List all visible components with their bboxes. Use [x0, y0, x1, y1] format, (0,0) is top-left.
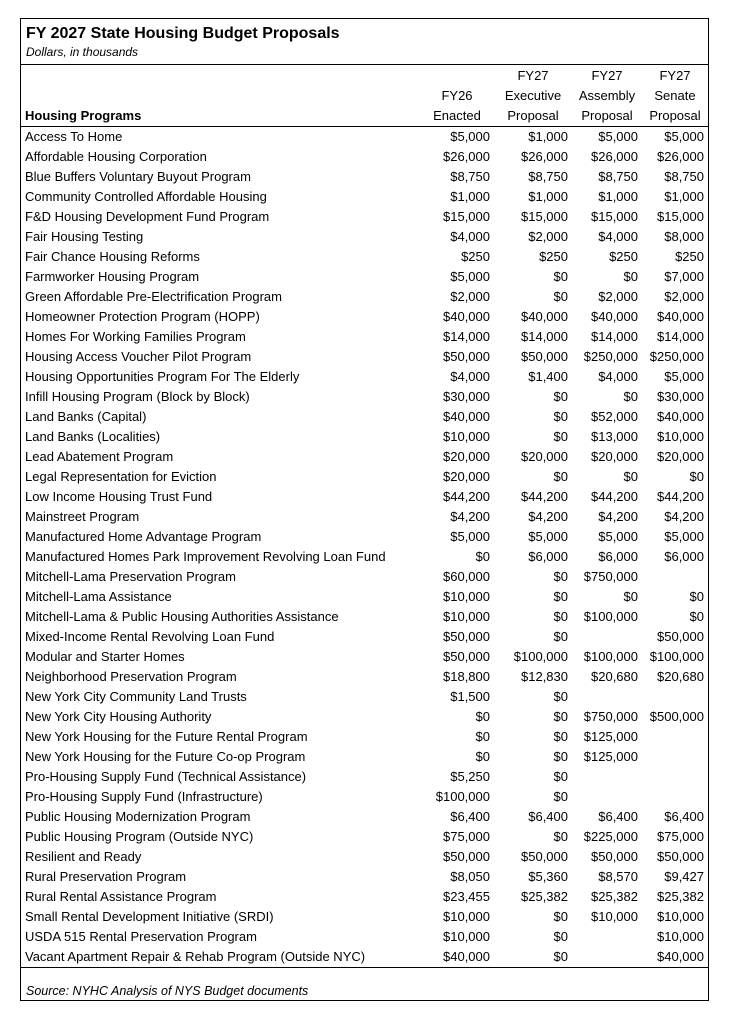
- amount-cell: $5,000: [664, 369, 704, 384]
- amount-cell: $0: [623, 389, 638, 404]
- program-name: New York Housing for the Future Co-op Program: [25, 749, 306, 764]
- program-name: Mainstreet Program: [25, 509, 140, 524]
- amount-cell: [572, 927, 642, 947]
- amount-cell: $0: [623, 589, 638, 604]
- amount-cell: $40,000: [443, 949, 490, 964]
- amount-cell: $8,750: [664, 169, 704, 184]
- amount-cell: $50,000: [443, 849, 490, 864]
- amount-cell: $2,000: [450, 289, 490, 304]
- amount-cell: $6,000: [664, 549, 704, 564]
- amount-cell: $7,000: [664, 269, 704, 284]
- table-row: [21, 367, 708, 387]
- program-name: Fair Housing Testing: [25, 229, 144, 244]
- table-row: [21, 647, 708, 667]
- amount-cell: $0: [553, 909, 568, 924]
- amount-cell: $0: [553, 289, 568, 304]
- program-name: Rural Rental Assistance Program: [25, 889, 217, 904]
- amount-cell: $100,000: [513, 649, 568, 664]
- budget-table: [21, 65, 708, 967]
- amount-cell: $6,400: [664, 809, 704, 824]
- table-row: [21, 267, 708, 287]
- amount-cell: $40,000: [657, 409, 704, 424]
- program-name: Affordable Housing Corporation: [25, 149, 207, 164]
- table-row: [21, 287, 708, 307]
- table-row: [21, 487, 708, 507]
- program-name: Mitchell-Lama Assistance: [25, 589, 172, 604]
- header-row-3: [21, 106, 708, 127]
- table-row: [21, 547, 708, 567]
- amount-cell: $8,750: [598, 169, 638, 184]
- amount-cell: $20,000: [443, 469, 490, 484]
- amount-cell: $20,000: [591, 449, 638, 464]
- amount-cell: $0: [475, 749, 490, 764]
- program-name: New York City Community Land Trusts: [25, 689, 247, 704]
- amount-cell: [572, 687, 642, 707]
- amount-cell: $8,570: [598, 869, 638, 884]
- table-row: [21, 867, 708, 887]
- amount-cell: $25,382: [657, 889, 704, 904]
- amount-cell: $2,000: [664, 289, 704, 304]
- amount-cell: $60,000: [443, 569, 490, 584]
- amount-cell: $5,000: [664, 129, 704, 144]
- amount-cell: $0: [553, 709, 568, 724]
- program-name: New York Housing for the Future Rental Program: [25, 729, 308, 744]
- table-row: [21, 667, 708, 687]
- header-executive-line2: Executive: [504, 88, 562, 103]
- amount-cell: $8,000: [664, 229, 704, 244]
- amount-cell: $5,250: [450, 769, 490, 784]
- amount-cell: $50,000: [521, 849, 568, 864]
- program-name: Public Housing Program (Outside NYC): [25, 829, 254, 844]
- table-row: [21, 707, 708, 727]
- amount-cell: $8,750: [450, 169, 490, 184]
- amount-cell: $500,000: [649, 709, 704, 724]
- header-executive-line1: FY27: [517, 68, 549, 83]
- program-name: Access To Home: [25, 129, 123, 144]
- amount-cell: $1,400: [528, 369, 568, 384]
- program-name: Housing Opportunities Program For The Elderly: [25, 369, 300, 384]
- table-row: [21, 727, 708, 747]
- amount-cell: $10,000: [591, 909, 638, 924]
- table-row: [21, 427, 708, 447]
- amount-cell: $1,000: [528, 129, 568, 144]
- table-row: [21, 447, 708, 467]
- amount-cell: $0: [689, 609, 704, 624]
- amount-cell: $5,000: [598, 529, 638, 544]
- table-row: [21, 127, 708, 148]
- table-row: [21, 507, 708, 527]
- amount-cell: $0: [553, 629, 568, 644]
- program-name: Manufactured Home Advantage Program: [25, 529, 262, 544]
- amount-cell: $1,500: [450, 689, 490, 704]
- amount-cell: $75,000: [443, 829, 490, 844]
- source-note: Source: NYHC Analysis of NYS Budget documents: [26, 984, 309, 998]
- amount-cell: [642, 747, 708, 767]
- table-row: [21, 607, 708, 627]
- table-row: [21, 567, 708, 587]
- amount-cell: $10,000: [657, 429, 704, 444]
- amount-cell: $40,000: [591, 309, 638, 324]
- amount-cell: $10,000: [443, 429, 490, 444]
- amount-cell: $250: [675, 249, 704, 264]
- title-block: [21, 19, 708, 65]
- amount-cell: $14,000: [591, 329, 638, 344]
- amount-cell: $8,750: [528, 169, 568, 184]
- program-name: Community Controlled Affordable Housing: [25, 189, 267, 204]
- amount-cell: $5,000: [450, 129, 490, 144]
- amount-cell: $20,680: [657, 669, 704, 684]
- amount-cell: $0: [553, 269, 568, 284]
- header-fy26-line3: Enacted: [420, 106, 494, 127]
- table-row: [21, 687, 708, 707]
- amount-cell: $100,000: [435, 789, 490, 804]
- amount-cell: $10,000: [443, 929, 490, 944]
- program-name: Infill Housing Program (Block by Block): [25, 389, 250, 404]
- table-row: [21, 147, 708, 167]
- table-row: [21, 227, 708, 247]
- table-row: [21, 167, 708, 187]
- amount-cell: $6,000: [528, 549, 568, 564]
- amount-cell: [642, 727, 708, 747]
- header-fy26-line1: [420, 65, 494, 86]
- header-senate-line2: Senate: [654, 88, 696, 103]
- program-name: Land Banks (Localities): [25, 429, 161, 444]
- table-row: [21, 947, 708, 967]
- amount-cell: [642, 787, 708, 807]
- amount-cell: $4,200: [528, 509, 568, 524]
- table-row: [21, 207, 708, 227]
- amount-cell: $50,000: [521, 349, 568, 364]
- amount-cell: $6,400: [450, 809, 490, 824]
- header-row-1: [21, 65, 708, 86]
- program-name: Pro-Housing Supply Fund (Infrastructure): [25, 789, 263, 804]
- amount-cell: $30,000: [443, 389, 490, 404]
- amount-cell: $0: [553, 569, 568, 584]
- amount-cell: $26,000: [521, 149, 568, 164]
- amount-cell: $14,000: [521, 329, 568, 344]
- program-name: Neighborhood Preservation Program: [25, 669, 237, 684]
- amount-cell: $26,000: [443, 149, 490, 164]
- program-name: Resilient and Ready: [25, 849, 142, 864]
- amount-cell: [642, 767, 708, 787]
- amount-cell: $50,000: [443, 649, 490, 664]
- amount-cell: $250,000: [583, 349, 638, 364]
- amount-cell: $40,000: [657, 309, 704, 324]
- program-name: Vacant Apartment Repair & Rehab Program (Outside NYC): [25, 949, 366, 964]
- amount-cell: $44,200: [657, 489, 704, 504]
- program-name: USDA 515 Rental Preservation Program: [25, 929, 257, 944]
- amount-cell: $125,000: [583, 749, 638, 764]
- amount-cell: $44,200: [591, 489, 638, 504]
- amount-cell: $4,000: [450, 229, 490, 244]
- amount-cell: $6,400: [528, 809, 568, 824]
- header-spacer: [21, 65, 420, 86]
- amount-cell: $1,000: [528, 189, 568, 204]
- amount-cell: $4,200: [450, 509, 490, 524]
- amount-cell: $18,800: [443, 669, 490, 684]
- amount-cell: $0: [623, 269, 638, 284]
- amount-cell: $0: [689, 469, 704, 484]
- program-name: Mitchell-Lama & Public Housing Authorities Assistance: [25, 609, 339, 624]
- amount-cell: [572, 787, 642, 807]
- amount-cell: $4,000: [598, 369, 638, 384]
- budget-table-sheet: [20, 18, 709, 1001]
- page-subtitle: Dollars, in thousands: [26, 45, 139, 59]
- program-name: Legal Representation for Eviction: [25, 469, 217, 484]
- amount-cell: $40,000: [443, 309, 490, 324]
- amount-cell: $50,000: [657, 629, 704, 644]
- program-name: Small Rental Development Initiative (SRDI): [25, 909, 274, 924]
- amount-cell: $6,000: [598, 549, 638, 564]
- amount-cell: $50,000: [443, 629, 490, 644]
- header-assembly-line3: Proposal: [572, 106, 642, 127]
- amount-cell: $4,200: [598, 509, 638, 524]
- amount-cell: $750,000: [583, 569, 638, 584]
- amount-cell: $52,000: [591, 409, 638, 424]
- amount-cell: $0: [553, 769, 568, 784]
- program-name: Mixed-Income Rental Revolving Loan Fund: [25, 629, 275, 644]
- program-name: Rural Preservation Program: [25, 869, 187, 884]
- amount-cell: $20,000: [657, 449, 704, 464]
- amount-cell: $30,000: [657, 389, 704, 404]
- program-name: New York City Housing Authority: [25, 709, 212, 724]
- amount-cell: $10,000: [443, 609, 490, 624]
- amount-cell: $40,000: [657, 949, 704, 964]
- amount-cell: $0: [623, 469, 638, 484]
- amount-cell: $15,000: [657, 209, 704, 224]
- amount-cell: $0: [553, 929, 568, 944]
- amount-cell: [642, 687, 708, 707]
- amount-cell: $0: [553, 829, 568, 844]
- amount-cell: $10,000: [443, 909, 490, 924]
- amount-cell: $5,000: [450, 529, 490, 544]
- table-row: [21, 387, 708, 407]
- program-name: Green Affordable Pre-Electrification Program: [25, 289, 282, 304]
- header-senate-line3: Proposal: [642, 106, 708, 127]
- amount-cell: $1,000: [664, 189, 704, 204]
- table-row: [21, 307, 708, 327]
- amount-cell: $50,000: [591, 849, 638, 864]
- amount-cell: $14,000: [657, 329, 704, 344]
- program-name: Public Housing Modernization Program: [25, 809, 251, 824]
- amount-cell: $100,000: [583, 609, 638, 624]
- amount-cell: $44,200: [521, 489, 568, 504]
- header-housing-programs: Housing Programs: [21, 106, 420, 127]
- amount-cell: $5,000: [598, 129, 638, 144]
- table-body: [21, 127, 708, 968]
- amount-cell: $26,000: [657, 149, 704, 164]
- amount-cell: $0: [553, 789, 568, 804]
- amount-cell: $250: [609, 249, 638, 264]
- amount-cell: $100,000: [649, 649, 704, 664]
- amount-cell: [572, 767, 642, 787]
- header-assembly-line1: FY27: [591, 68, 623, 83]
- table-row: [21, 927, 708, 947]
- amount-cell: $10,000: [657, 929, 704, 944]
- amount-cell: $0: [553, 389, 568, 404]
- page-title: FY 2027 State Housing Budget Proposals: [26, 25, 340, 42]
- amount-cell: $5,000: [450, 269, 490, 284]
- table-row: [21, 467, 708, 487]
- table-row: [21, 347, 708, 367]
- table-row: [21, 407, 708, 427]
- amount-cell: $0: [475, 549, 490, 564]
- amount-cell: $25,382: [591, 889, 638, 904]
- amount-cell: $13,000: [591, 429, 638, 444]
- amount-cell: $0: [553, 749, 568, 764]
- amount-cell: $10,000: [657, 909, 704, 924]
- table-row: [21, 327, 708, 347]
- amount-cell: $26,000: [591, 149, 638, 164]
- amount-cell: $250: [539, 249, 568, 264]
- amount-cell: $23,455: [443, 889, 490, 904]
- amount-cell: $1,000: [598, 189, 638, 204]
- amount-cell: $5,360: [528, 869, 568, 884]
- amount-cell: $250,000: [649, 349, 704, 364]
- program-name: Land Banks (Capital): [25, 409, 147, 424]
- amount-cell: $44,200: [443, 489, 490, 504]
- amount-cell: $0: [553, 429, 568, 444]
- amount-cell: [572, 627, 642, 647]
- program-name: Blue Buffers Voluntary Buyout Program: [25, 169, 251, 184]
- amount-cell: $4,000: [450, 369, 490, 384]
- amount-cell: $0: [475, 709, 490, 724]
- program-name: Homeowner Protection Program (HOPP): [25, 309, 260, 324]
- amount-cell: $225,000: [583, 829, 638, 844]
- table-row: [21, 767, 708, 787]
- amount-cell: $50,000: [443, 349, 490, 364]
- program-name: Farmworker Housing Program: [25, 269, 200, 284]
- table-row: [21, 827, 708, 847]
- program-name: Modular and Starter Homes: [25, 649, 185, 664]
- program-name: Mitchell-Lama Preservation Program: [25, 569, 236, 584]
- table-row: [21, 907, 708, 927]
- amount-cell: $10,000: [443, 589, 490, 604]
- header-row-2: [21, 86, 708, 106]
- amount-cell: $40,000: [521, 309, 568, 324]
- amount-cell: $0: [689, 589, 704, 604]
- amount-cell: $14,000: [443, 329, 490, 344]
- program-name: Manufactured Homes Park Improvement Revolving Loan Fund: [25, 549, 386, 564]
- amount-cell: $50,000: [657, 849, 704, 864]
- table-row: [21, 247, 708, 267]
- table-row: [21, 587, 708, 607]
- amount-cell: $6,400: [598, 809, 638, 824]
- amount-cell: $0: [553, 609, 568, 624]
- table-row: [21, 747, 708, 767]
- amount-cell: $2,000: [528, 229, 568, 244]
- amount-cell: $750,000: [583, 709, 638, 724]
- amount-cell: $12,830: [521, 669, 568, 684]
- amount-cell: $20,000: [443, 449, 490, 464]
- table-row: [21, 887, 708, 907]
- amount-cell: $0: [553, 729, 568, 744]
- program-name: Low Income Housing Trust Fund: [25, 489, 213, 504]
- amount-cell: $4,200: [664, 509, 704, 524]
- header-senate-line1: FY27: [659, 68, 691, 83]
- amount-cell: $0: [553, 409, 568, 424]
- amount-cell: $75,000: [657, 829, 704, 844]
- table-row: [21, 527, 708, 547]
- amount-cell: $0: [553, 689, 568, 704]
- table-row: [21, 807, 708, 827]
- amount-cell: $4,000: [598, 229, 638, 244]
- amount-cell: $250: [461, 249, 490, 264]
- amount-cell: $25,382: [521, 889, 568, 904]
- amount-cell: $1,000: [450, 189, 490, 204]
- amount-cell: $125,000: [583, 729, 638, 744]
- amount-cell: $0: [553, 589, 568, 604]
- program-name: Housing Access Voucher Pilot Program: [25, 349, 252, 364]
- amount-cell: [572, 947, 642, 967]
- source-block: [21, 967, 708, 1000]
- table-header: [21, 65, 708, 127]
- amount-cell: $15,000: [521, 209, 568, 224]
- amount-cell: $100,000: [583, 649, 638, 664]
- amount-cell: $20,680: [591, 669, 638, 684]
- amount-cell: $5,000: [528, 529, 568, 544]
- program-name: F&D Housing Development Fund Program: [25, 209, 270, 224]
- table-row: [21, 787, 708, 807]
- amount-cell: $20,000: [521, 449, 568, 464]
- amount-cell: $2,000: [598, 289, 638, 304]
- amount-cell: $15,000: [443, 209, 490, 224]
- amount-cell: $0: [553, 949, 568, 964]
- header-spacer: [21, 86, 420, 106]
- program-name: Homes For Working Families Program: [25, 329, 246, 344]
- table-row: [21, 847, 708, 867]
- table-row: [21, 627, 708, 647]
- table-row: [21, 187, 708, 207]
- program-name: Fair Chance Housing Reforms: [25, 249, 200, 264]
- amount-cell: $0: [553, 469, 568, 484]
- amount-cell: $9,427: [664, 869, 704, 884]
- program-name: Pro-Housing Supply Fund (Technical Assistance): [25, 769, 307, 784]
- amount-cell: $8,050: [450, 869, 490, 884]
- header-executive-line3: Proposal: [494, 106, 572, 127]
- amount-cell: $40,000: [443, 409, 490, 424]
- header-fy26-line2: FY26: [441, 88, 473, 103]
- amount-cell: $0: [475, 729, 490, 744]
- header-assembly-line2: Assembly: [578, 88, 636, 103]
- amount-cell: $5,000: [664, 529, 704, 544]
- amount-cell: [642, 567, 708, 587]
- program-name: Lead Abatement Program: [25, 449, 174, 464]
- amount-cell: $15,000: [591, 209, 638, 224]
